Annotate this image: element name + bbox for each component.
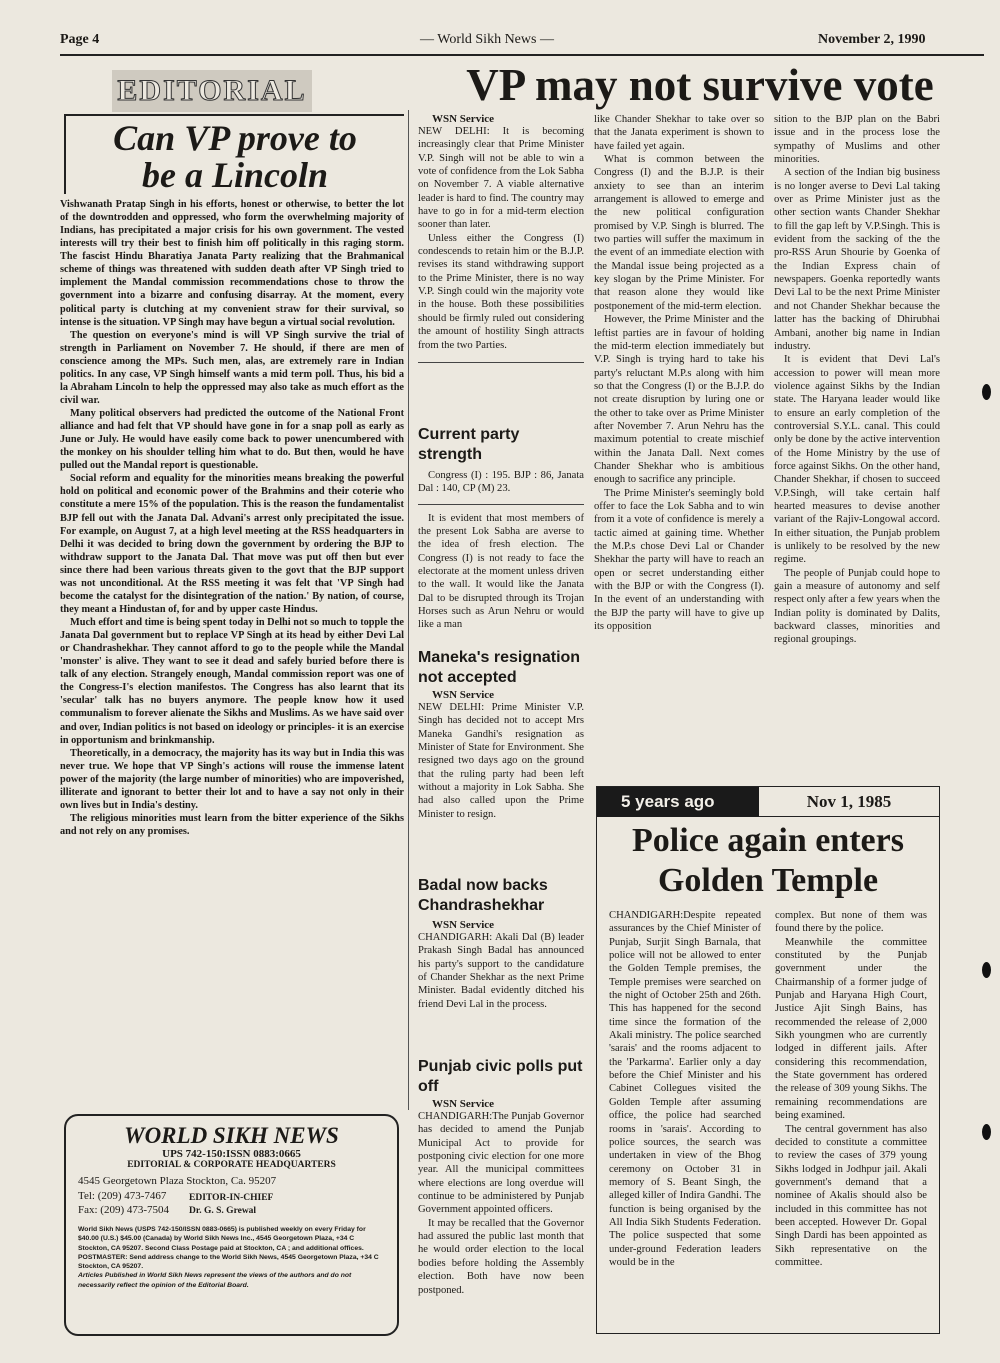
section-divider: [418, 362, 584, 363]
badal-service: WSN Service: [432, 919, 495, 932]
editorial-box: [64, 114, 404, 194]
masthead-editor-label: EDITOR-IN-CHIEF: [189, 1193, 274, 1203]
editorial-paragraph: The religious minorities must learn from the bitter experience of the Sikhs and not rely on any promises.: [60, 812, 404, 837]
golden-temple-headline: Police again enters Golden Temple: [632, 822, 904, 899]
header-rule: [60, 54, 984, 56]
badal-story: [418, 876, 584, 1011]
masthead-address: 4545 Georgetown Plaza Stockton, Ca. 95207: [78, 1175, 277, 1187]
party-strength-text: It is evident that most members of the present Lok Sabha are averse to the idea of fresh election. The Congress (I) is not ready to face the electorate at the moment unless driven to the wall. It would like the Janata Dal to be disrupted through its Trojan Horses such as Arun Nehru or would like a man: [418, 512, 584, 631]
maneka-text: NEW DELHI: Prime Minister V.P. Singh has decided not to accept Mrs Maneka Gandhi's resignation as Minister of State for Environment. She resigned two days ago on the ground that the ruling party had been left without a majority in Lok Sabha. She had also called upon the Prime Minister to resign.: [418, 702, 584, 820]
masthead-disclaimer: Articles Published in World Sikh News represent the views of the authors and do not necessarily reflect the opinion of the Editorial Board.: [78, 1272, 352, 1289]
punjab-headline: Punjab civic polls put off: [418, 1058, 583, 1095]
lead-paragraph: A section of the Indian big business is no longer averse to Devi Lal taking over as Prime Minister just as the other section wants Chander Shekhar to fill the gap left by V.P.Singh. This is evident from the sacking of the the pro-RSS Arun Shourie by Goenka of the Indian Express chain of newspapers. Goenka reportedly wants Devi Lal to be the next Prime Minister and not Chander Shekhar because the latter has the backing of Dhirubhai Ambani, another big name in Indian industry.: [774, 167, 940, 352]
editorial-section: [60, 70, 404, 838]
party-strength-figures: Congress (I) : 195. BJP : 86, Janata Dal : 140, CP (M) 23.: [418, 470, 584, 495]
page-number: Page 4: [60, 32, 100, 47]
golden-temple-paragraph: complex. But none of them was found there by the police.: [775, 910, 927, 935]
maneka-headline: Maneka's resignation not accepted: [418, 649, 581, 686]
newspaper-name: — World Sikh News —: [420, 32, 554, 47]
column-rule: [408, 110, 409, 1110]
golden-temple-col-1: [609, 909, 761, 1269]
lead-paragraph: sition to the BJP plan on the Babri issue and in the process lose the sympathy of Muslims and other minorities.: [774, 114, 940, 166]
editorial-paragraph: Much effort and time is being spent today in Delhi not so much to topple the Janata Dal government but to replace VP Singh at its head by either Devi Lal or Chandrashekhar. They cannot afford to go to the people while the Mandal 'monster' is alive. They want to see it dead and safely buried before there is talk of any election. Strangely enough, Mandal commission report was one of the Congress-I's election manifestos. The Congress has also learnt that its 'secular' talk has no buyers anymore. The people know how it used communalism to forever alienate the Sikhs and Muslims. As we have said over and over, Indian politics is not based on ideology or principles- it is an exercise in opportunism and brinkmanship.: [60, 617, 404, 746]
maneka-service: WSN Service: [432, 689, 495, 702]
masthead-hq: EDITORIAL & CORPORATE HEADQUARTERS: [127, 1160, 336, 1170]
lead-paragraph: However, the Prime Minister and the leftist parties are in favour of holding the mid-term election immediately but V.P. Singh is trying hard to take his party's reluctant M.P.s along with him so that the Congress (I) or the B.J.P. do not create disruption by luring one or the other to take over as Prime Minister after November 7. Arun Nehru has the maximum potential to create mischief within the Janata Dall. Next comes Chander Shekhar who is ambitious enough to sacrifice any principle.: [594, 314, 764, 486]
badal-headline: Badal now backs Chandrashekhar: [418, 877, 548, 914]
masthead-editor-name: Dr. G. S. Grewal: [189, 1206, 257, 1216]
lead-paragraph: The people of Punjab could hope to gain a measure of autonomy and self respect only after a few years when the Indian polity is dominated by Dalits, backward classes, minorities and regional groupings.: [774, 567, 940, 646]
masthead-fine-print: World Sikh News (USPS 742-150/ISSN 0883-0665) is published weekly on every Friday for $40.00 (U.S.) $45.00 (Canada) by World Sikh News Inc., 4545 Georgetown Plaza, +34 C Stockton, CA 95207. Second Class Postage paid at Stockton, CA ; and additional offices. POSTMASTER: Send address change to the World Sikh News, 4545 Georgetown Plaza, +34 C Stockton, CA 95207.: [78, 1226, 379, 1271]
issue-date: November 2, 1990: [818, 32, 926, 47]
editorial-banner: EDITORIAL: [112, 70, 312, 112]
five-years-ago-date: Nov 1, 1985: [759, 787, 939, 817]
editorial-paragraph: Many political observers had predicted the outcome of the National Front alliance and had felt that VP should have gone in for a snap poll as early as June or July. He would have easily come back to power unencumbered with the monkey on his shoulder telling him what to do. But then, would he have pulled out the Mandal report is questionable.: [60, 408, 404, 472]
golden-temple-paragraph: The central government has also decided to constitute a committee to review the cases of 379 young Sikhs lodged in Jodhpur jail. Akali government's demand that a nominee of Akalis should also be included in this committee has not been accepted. However Dr. Gopal Singh Dardi has been appointed as Sikh representative on the committee.: [775, 1123, 927, 1268]
masthead-issn: UPS 742-150:ISSN 0883:0665: [162, 1148, 301, 1160]
editorial-paragraph: Vishwanath Pratap Singh in his efforts, honest or otherwise, to better the lot of the downtrodden and oppressed, who form the overwhelming majority of Indians, has precipitated a major crisis for his own government. The vested interests will try their best to finish him off politically in this raging storm. The fascist Hindu Bharatiya Janata Party realizing that the Brahmanical scheme of things was threatened with sudden death after VP Singh tried to implement the Mandal commission recommendations chose to throw the government into a bizarre and confusing disarray. At the moment, every political party is clutching at my convenient straw for their survival, so intense is the situation. VP Singh may have begun a virtual social revolution.: [60, 199, 404, 328]
lead-paragraph: What is common between the Congress (I) and the B.J.P. is their anxiety to see than an interim arrangement is allowed to emerge and the new political configuration promised by V.P. Singh is blurred. The two parties will suffer the maximum in the event of an immediate election with the Mandal issue being projected as a key slogan by the Prime Minister. For that reason alone they would like postponement of the mid-term election.: [594, 154, 764, 312]
punjab-service: WSN Service: [432, 1098, 495, 1111]
party-strength-box: [418, 425, 584, 632]
lead-service: WSN Service: [432, 113, 495, 125]
editorial-headline: Can VP prove to be a Lincoln: [113, 118, 357, 195]
lead-headline: VP may not survive vote: [466, 60, 934, 110]
punch-hole-mark: [982, 384, 991, 400]
punjab-paragraph: It may be recalled that the Governor had assured the public last month that he would order election to the local bodies before holding the Assembly election. Both have now been postponed.: [418, 1217, 584, 1296]
five-years-ago-box: [596, 786, 940, 1334]
five-years-ago-label: 5 years ago: [597, 787, 759, 817]
lead-paragraph: Unless either the Congress (I) condescends to retain him or the B.J.P. revises its stand withdrawing support to the Prime Minister, there is no way V.P. Singh could win the majority vote in the house. Both these possibilities should be firmly ruled out considering the amount of hostility Singh attracts from the two Parties.: [418, 232, 584, 351]
lead-col-3: [774, 113, 940, 647]
lead-paragraph: like Chander Shekhar to take over so that the Janata experiment is shown to have failed yet again.: [594, 114, 764, 152]
editorial-paragraph: Social reform and equality for the minorities means breaking the powerful hold on political and economic power of the Brahmins and their coterie who constitute a mere 15% of the population. This is the reason the fundamentalist BJP fell out with the Janata Dal. Advani's arrest only precipitated the issue. For example, on August 7, at a high level meeting at the RSS headquarters in Delhi it was decided to bring down the government by ordering the BJP to withdraw support to the Janata Dal. That move was put off then but ever since there had been various threats given to the govt that the BJP support was not unconditional. At the RSS meeting it was felt that 'VP Singh had become the catalyst for the disintegration of the nation.' By nation, of course, they meant a Hindustan of, for and by upper caste Hindus.: [60, 473, 404, 615]
masthead-fax: Fax: (209) 473-7504: [78, 1204, 170, 1216]
section-divider: [418, 504, 584, 505]
golden-temple-paragraph: CHANDIGARH:Despite repeated assurances by the Chief Minister of Punjab, Surjit Singh Barnala, that police will not be allowed to enter the Golden Temple premises, the Temple premises were searched on the night of October 25th and 26th. This has happened for the second time since the formation of the Akali ministry. The police searched 'sarais' and the rooms adjacent to the 'Parkarma'. Earlier only a day before the Chief Minister and his Cabinet Collegues visited the Golden Temple after assuming office, the police had searched rooms in 'sarais'. According to police sources, the search was undertaken in view of the Bhog ceremony on October 31 in memory of S. Beant Singh, the alleged killer of Indira Gandhi. The function is being organised by the All India Sikh Students Federation. The police suspected that some under-ground Federation leaders would be in the: [609, 910, 761, 1268]
punjab-story: [418, 1057, 584, 1297]
lead-col-1: [418, 113, 584, 363]
lead-col-2: [594, 113, 764, 633]
lead-paragraph: It is evident that Devi Lal's accession to power will mean more violence against Sikhs by the Indian state. The Haryana leader would like to ensure an early completion of the controversial S.Y.L. canal. This could only be done by the active intervention of the Home Ministry by the use of force against Sikhs. On the other hand, Chander Shekhar, if chosen to succeed V.P.Singh, will take certain half hearted measures to devise another variant of the Rajiv-Longowal accord. In either situation, the Punjab problem is unlikely to be resolved by the new regime.: [774, 354, 940, 566]
punch-hole-mark: [982, 1124, 991, 1140]
maneka-story: [418, 648, 584, 821]
masthead-box: [64, 1114, 399, 1336]
lead-paragraph: The Prime Minister's seemingly bold offer to face the Lok Sabha and to win from it a vote of confidence is merely a tactic aimed at gaining time. Whether the M.P.s chose Devi Lal or Chander Shekhar the party will have to reach an open or secret understanding either with the BJP or with the Congress (I). In the event of an understanding with the BJP the party will have to give up its opposition: [594, 487, 764, 633]
punch-hole-mark: [982, 962, 991, 978]
editorial-body: [60, 198, 404, 838]
badal-text: CHANDIGARH: Akali Dal (B) leader Prakash Singh Badal has announced his party's support to the candidature of Chander Shekhar as the next Prime Minister. Badal evidently ditched his friend Devi Lal in the process.: [418, 932, 584, 1010]
masthead-phone: Tel: (209) 473-7467: [78, 1190, 167, 1202]
lead-paragraph: NEW DELHI: It is becoming increasingly clear that Prime Minister V.P. Singh will not be able to win a vote of confidence from the Lok Sabha on November 7. A viable alternative leader is hard to find. The country may have to go in for a mid-term election sooner than later.: [418, 126, 584, 231]
editorial-paragraph: Theoretically, in a democracy, the majority has its way but in India this was never true. We hope that VP Singh's actions will rouse the immense latent power of the majority (the large number of minorities) who are impoverished, illiterate and ignorant to better their lot and to have a say not only in their own lives but in India's destiny.: [60, 747, 404, 811]
golden-temple-paragraph: Meanwhile the committee constituted by the Punjab government under the Chairmanship of a former judge of Punjab and Haryana High Court, Justice Ajit Singh Bains, has recommended the release of 2,000 Sikh youngmen who are currently lodged in different jails. After considering this recommendation, the State government has ordered the release of 309 young Sikhs. The remaining recommendations are being examined.: [775, 936, 927, 1122]
masthead-title: WORLD SIKH NEWS: [124, 1123, 339, 1148]
golden-temple-col-2: [775, 909, 927, 1269]
punjab-paragraph: CHANDIGARH:The Punjab Governor has decided to amend the Punjab Municipal Act to provide for postponing civic election for one more year. All the municipal committees where elections are long overdue will continue to be administered by Punjab Government appointed officers.: [418, 1111, 584, 1216]
editorial-paragraph: The question on everyone's mind is will VP Singh survive the trial of strength in Parliament on November 7. He should, if there are men of conscience among the MPs. Such men, alas, are extremely rare in Indian politics. In any case, VP Singh himself wants a mid term poll. Thus, his bid a la Abraham Lincoln to help the oppressed may also take as much effort as the civil war.: [60, 329, 404, 406]
party-strength-headline: Current party strength: [418, 426, 520, 463]
